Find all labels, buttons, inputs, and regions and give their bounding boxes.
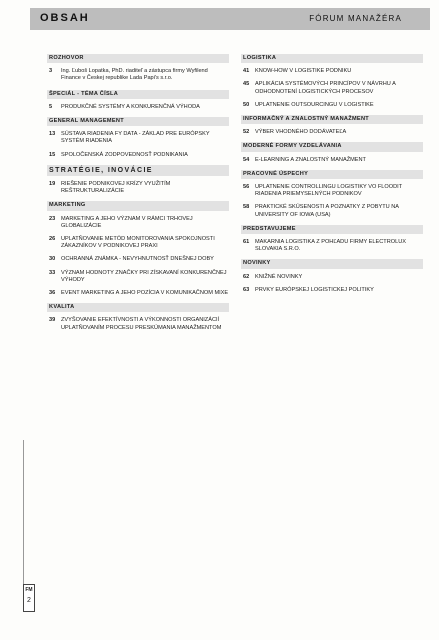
entry-title: VÝZNAM HODNOTY ZNAČKY PRI ZÍSKAVANÍ KONKURENČNEJ VÝHODY: [61, 269, 227, 283]
section-heading: INFORMAČNÝ A ZNALOSTNÝ MANAŽMENT: [241, 115, 423, 124]
section-heading: MODERNÉ FORMY VZDELÁVANIA: [241, 142, 423, 151]
entry-title: KNOW-HOW V LOGISTIKE PODNIKU: [255, 68, 352, 75]
section-heading: NOVINKY: [241, 259, 423, 268]
page-number: 23: [49, 215, 56, 222]
entry-title: PRVKY EURÓPSKEJ LOGISTICKEJ POLITIKY: [255, 286, 374, 293]
section-heading: GENERAL MANAGEMENT: [47, 117, 229, 126]
toc-entry[interactable]: [243, 239, 423, 253]
toc-entry[interactable]: [49, 236, 229, 250]
entry-title: KNIŽNÉ NOVINKY: [255, 273, 303, 280]
page-number: 50: [243, 101, 250, 108]
section-heading: PRACOVNÉ ÚSPECHY: [241, 170, 423, 179]
section-heading: ROZHOVOR: [47, 54, 229, 63]
toc-entry[interactable]: [49, 131, 229, 145]
page-number: 39: [49, 317, 56, 324]
toc-entry[interactable]: [243, 102, 423, 109]
entry-title: MARKETING A JEHO VÝZNAM V RÁMCI TRHOVEJ GLOBALIZÁCIE: [61, 215, 193, 229]
page-number: 62: [243, 273, 250, 280]
entry-title: Ing. Ľuboš Lopatka, PhD. riaditeľ a zástupca firmy Wyfilend Finance v Českej republike Lada Papi's s.r.o.: [61, 68, 208, 82]
header-bar: [30, 8, 430, 30]
entry-title: EVENT MARKETING A JEHO POZÍCIA V KOMUNIKAČNOM MIXE: [61, 290, 229, 297]
section-heading: PREDSTAVUJEME: [241, 225, 423, 234]
header-magazine-name: FÓRUM MANAŽÉRA: [309, 14, 402, 23]
section-heading: LOGISTIKA: [241, 54, 423, 63]
page-number: 5: [49, 103, 53, 110]
page-number: 15: [49, 151, 56, 158]
page-number: 45: [243, 81, 250, 88]
page-number: 19: [49, 181, 56, 188]
toc-entry[interactable]: [243, 274, 423, 281]
page-number: 30: [49, 256, 56, 263]
header-title: OBSAH: [40, 12, 90, 24]
page-number: 56: [243, 184, 250, 191]
toc-entry[interactable]: [243, 204, 423, 218]
page-number: 58: [243, 204, 250, 211]
toc-entry[interactable]: [49, 256, 229, 263]
toc-entry[interactable]: [49, 317, 229, 331]
section-heading: ŠPECIÁL - TÉMA ČÍSLA: [47, 90, 229, 99]
toc-entry[interactable]: [49, 104, 229, 111]
page-number: 36: [49, 290, 56, 297]
page-number: 33: [49, 269, 56, 276]
section-heading: MARKETING: [47, 201, 229, 210]
entry-title: MAKARNIA LOGISTIKA Z POHĽADU FIRMY ELECTROLUX SLOVAKIA S.R.O.: [255, 239, 406, 253]
toc-entry[interactable]: [49, 216, 229, 230]
toc-entry[interactable]: [243, 81, 423, 95]
entry-title: SPOLOČENSKÁ ZODPOVEDNOSŤ PODNIKANIA: [61, 151, 188, 158]
toc-entry[interactable]: [49, 270, 229, 284]
page-number: 3: [49, 68, 53, 75]
page-number: 63: [243, 286, 250, 293]
margin-rule: [23, 440, 24, 584]
toc-entry[interactable]: [243, 129, 423, 136]
toc-entry[interactable]: [243, 184, 423, 198]
left-column: [49, 54, 229, 338]
page-number: 13: [49, 131, 56, 138]
toc-entry[interactable]: [243, 287, 423, 294]
entry-title: UPLATNENIE CONTROLLINGU LOGISTIKY VO FLOODIT RIADENIA PRIEMYSELNÝCH PODNIKOV: [255, 184, 403, 198]
page-number: 61: [243, 239, 250, 246]
entry-title: UPLATNENIE OUTSOURCINGU V LOGISTIKE: [255, 101, 374, 108]
entry-title: PRODUKČNÉ SYSTÉMY A KONKURENČNÁ VÝHODA: [61, 103, 200, 110]
page-number: 26: [49, 236, 56, 243]
section-heading: STRATÉGIE, INOVÁCIE: [47, 165, 229, 176]
entry-title: APLIKÁCIA SYSTÉMOVÝCH PRINCÍPOV V NÁVRHU A ODHODNOTENÍ LOGISTICKÝCH PROCESOV: [255, 81, 396, 95]
section-heading: KVALITA: [47, 303, 229, 312]
entry-title: PRAKTICKÉ SKÚSENOSTI A POZNATKY Z POBYTU NA UNIVERSITY OF IOWA (USA): [255, 204, 399, 218]
toc-entry[interactable]: [49, 152, 229, 159]
page-marker: [23, 584, 35, 612]
entry-title: OCHRANNÁ ZNÁMKA - NEVYHNUTNOSŤ DNEŠNEJ DOBY: [61, 256, 214, 263]
entry-title: RIEŠENIE PODNIKOVEJ KRÍZY VYUŽITÍM REŠTRUKTURALIZÁCIE: [61, 181, 171, 195]
right-column: [243, 54, 423, 300]
toc-entry[interactable]: [49, 181, 229, 195]
toc-entry[interactable]: [243, 68, 423, 75]
toc-entry[interactable]: [49, 290, 229, 297]
page-number-footer: 2: [27, 597, 31, 604]
entry-title: UPLATŇOVANIE METÓD MONITOROVANIA SPOKOJNOSTI ZÁKAZNÍKOV V PODNIKOVEJ PRAXI: [61, 236, 215, 250]
toc-entry[interactable]: [49, 68, 229, 82]
entry-title: ZVYŠOVANIE EFEKTÍVNOSTI A VÝKONNOSTI ORGANIZÁCIÍ UPLATŇOVANÍM PROCESU PRESKÚMANIA MANAŽMENTOM: [61, 317, 222, 331]
entry-title: E-LEARNING A ZNALOSTNÝ MANAŽMENT: [255, 156, 366, 163]
entry-title: VÝBER VHODNÉHO DODÁVATEĽA: [255, 129, 347, 136]
page-number: 52: [243, 129, 250, 136]
brand-mark: FM: [25, 587, 33, 593]
entry-title: SÚSTAVA RIADENIA FY DATA - ZÁKLAD PRE EURÓPSKY SYSTÉM RIADENIA: [61, 131, 210, 145]
page-number: 54: [243, 156, 250, 163]
toc-entry[interactable]: [243, 157, 423, 164]
page-number: 41: [243, 68, 250, 75]
